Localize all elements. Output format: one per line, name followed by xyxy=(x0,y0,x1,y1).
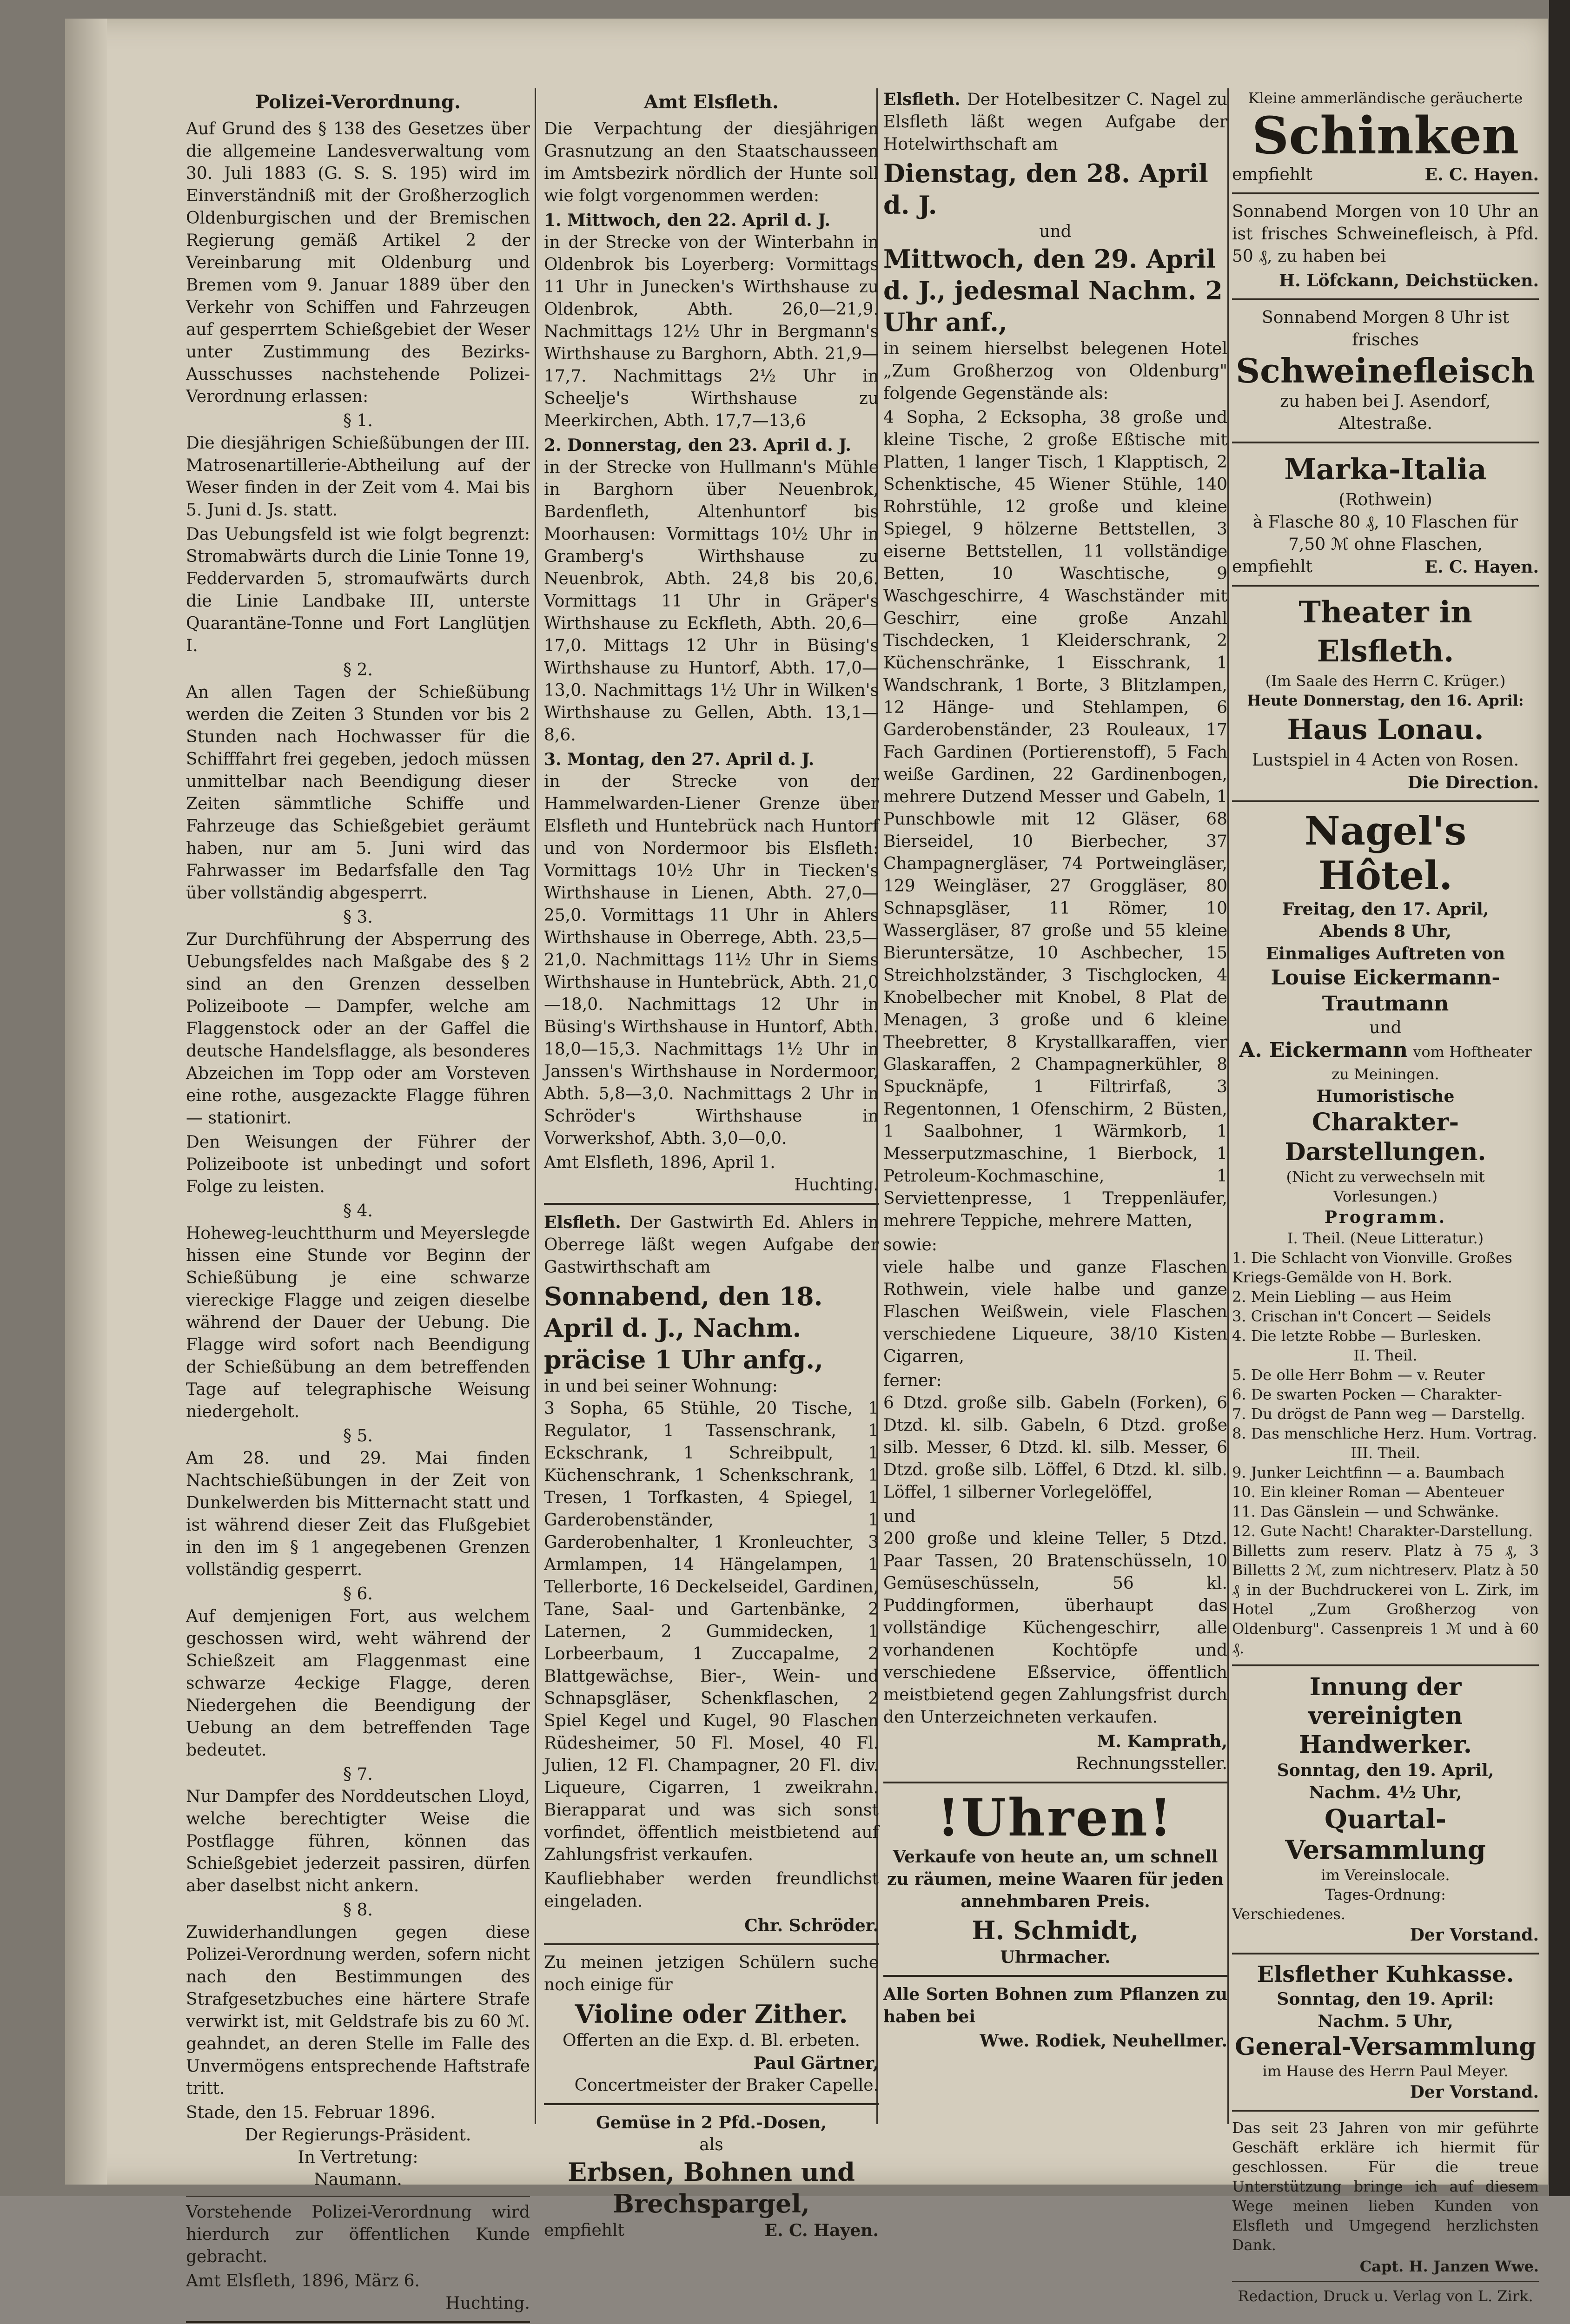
lessons-headline: Violine oder Zither. xyxy=(575,1999,848,2029)
hotel-sale-und: und xyxy=(1039,222,1072,241)
section-heading: § 7. xyxy=(343,1765,373,1784)
hotel-sale-wines: viele halbe und ganze Flaschen Rothwein, viele halbe und ganze Flaschen Weißwein, viele Flaschen verschiedene Liqueure, 38/10 Kisten Cigarren, xyxy=(883,1258,1227,1366)
ordinance-authority: Der Regierungs-Präsident. xyxy=(245,2126,471,2145)
sale-signature: Chr. Schröder. xyxy=(744,1916,879,1935)
divider xyxy=(1232,1953,1539,1954)
closing-notice: Das seit 23 Jahren von mir geführte Geschäft erkläre ich hiermit für geschlossen. Für die treue Unterstützung bringe ich auf diesem Wege meinen lieben Kunden von Elsfleth und Umgegend herzlichsten Dank. xyxy=(1232,2119,1539,2254)
wine-signature: E. C. Hayen. xyxy=(1424,557,1539,577)
hotel-date: Freitag, den 17. April, xyxy=(1282,899,1489,919)
cow-fund-time: Nachm. 5 Uhr, xyxy=(1318,2012,1453,2031)
lessons-text: Zu meinen jetzigen Schülern suche noch einige für xyxy=(544,1953,879,1994)
hotel-sale-intro: Der Hotelbesitzer C. Nagel zu Elsfleth läßt wegen Aufgabe der Hotelwirthschaft am xyxy=(883,90,1227,154)
ordinance-note: Vorstehende Polizei-Verordnung wird hierdurch zur öffentlichen Kunde gebracht. xyxy=(186,2203,530,2266)
hotel-sale-signature: M. Kamprath, xyxy=(1097,1732,1227,1751)
divider xyxy=(1232,2281,1539,2282)
ordinance-note-signature: Huchting. xyxy=(445,2294,530,2313)
ham-pre: Kleine ammerländische geräucherte xyxy=(1248,89,1523,107)
section-text: An allen Tagen der Schießübung werden die Zeiten 3 Stunden vor bis 2 Stunden nach Hochwasser für die Schifffahrt frei gegeben, jedoch müssen unmittelbar nach Beendigung dieser Zeiten sämmtliche Schiffe und Fahrzeuge das Schießgebiet geräumt haben, nur am 5. Juni wird das Fahrwasser im Bedarfsfalle den Tag über vollständig abgesperrt. xyxy=(186,683,530,903)
guild-headline: Innung der vereinigten Handwerker. xyxy=(1298,1673,1472,1759)
hotel-sale-location: in seinem hierselbst belegenen Hotel „Zum Großherzog von Oldenburg" folgende Gegenstände als: xyxy=(883,339,1227,403)
hotel-time: Abends 8 Uhr, xyxy=(1319,922,1452,941)
cow-fund-headline: Elsflether Kuhkasse. xyxy=(1257,1961,1514,1987)
ordinance-intro: Auf Grund des § 138 des Gesetzes über die allgemeine Landesverwaltung vom 30. Juli 1883 (G. S. S. 195) wird im Einverständniß mit der Großherzoglich Oldenburgischen und der Bremischen Regierung gemäß Artikel 2 der Vereinbarung mit Oldenburg und Bremen vom 9. Januar 1889 über den Verkehr von Schiffen und Fahrzeugen auf gesperrtem Schießgebiet der Weser unter Zustimmung des Bezirks-Ausschusses nachstehende Polizei-Verordnung erlassen: xyxy=(186,119,530,406)
guild-agenda: Tages-Ordnung: xyxy=(1325,1886,1446,1903)
ticket-info: Billetts zum reserv. Platz à 75 ₰, 3 Billetts 2 ℳ, zum nichtreserv. Platz à 50 ₰ in der Buchdruckerei von L. Zirk, im Hotel „Zum Großherzog von Oldenburg". Cassenpreis 1 ℳ und à 60 ₰. xyxy=(1232,1542,1539,1657)
police-ordinance-title: Polizei-Verordnung. xyxy=(255,91,461,113)
vegetables-signature: E. C. Hayen. xyxy=(764,2221,879,2240)
column-2 xyxy=(544,88,879,2240)
guild-location: im Vereinslocale. xyxy=(1321,1866,1450,1884)
page-fold-shadow xyxy=(65,19,107,2185)
theater-description: Lustspiel in 4 Acten von Rosen. xyxy=(1252,751,1519,770)
programm-item: 2. Mein Liebling — aus Heim xyxy=(1232,1288,1451,1306)
lease-date-3: 3. Montag, den 27. April d. J. xyxy=(544,750,815,769)
sale-intro: Der Gastwirth Ed. Ahlers in Oberrege läßt wegen Aufgabe der Gastwirthschaft am xyxy=(544,1213,879,1277)
hotel-sale-und2: und xyxy=(883,1507,916,1526)
amt-title: Amt Elsfleth. xyxy=(644,91,779,113)
lease-date-1: 1. Mittwoch, den 22. April d. J. xyxy=(544,211,830,230)
lease-details-3: in der Strecke von der Hammelwarden-Liener Grenze über Elsfleth und Huntebrück nach Huntorf und von Nordermoor bis Elsfleth: Vormittags 10½ Uhr in Tiecken's Wirthshause in Lienen, Abth. 27,0—25,0. Vormittags 11 Uhr in Ahlers Wirthshause in Oberrege, Abth. 23,5—21,0. Nachmittags 11½ Uhr in Siems Wirthshause in Huntebrück, Abth. 21,0—18,0. Nachmittags 12 Uhr in Büsing's Wirthshause in Huntorf, Abth. 18,0—15,3. Nachmittags 1½ Uhr in Janssen's Wirthshause in Nordermoor, Abth. 5,8—3,0. Nachmittags 2 Uhr in Schröder's Wirthshause in Vorwerkshof, Abth. 3,0—0,0. xyxy=(544,772,879,1148)
programm-part-1: I. Theil. (Neue Litteratur.) xyxy=(1287,1229,1484,1247)
programm-item: 6. De swarten Pocken — Charakter- xyxy=(1232,1386,1502,1403)
cow-fund-location: im Hause des Herrn Paul Meyer. xyxy=(1262,2062,1509,2080)
ham-headline: Schinken xyxy=(1252,106,1519,165)
ordinance-authority: In Vertretung: xyxy=(298,2148,418,2167)
divider xyxy=(186,2321,530,2323)
programm-heading: Programm. xyxy=(1324,1208,1447,1227)
divider xyxy=(1232,800,1539,802)
lease-details-2: in der Strecke von Hullmann's Mühle in Barghorn über Neuenbrok, Bardenfleth, Altenhuntorf bis Moorhausen: Vormittags 10½ Uhr in Gramberg's Wirthshause zu Neuenbrok, Abth. 24,8 bis 20,6. Vormittags 11 Uhr in Gräper's Wirthshause zu Eckfleth, Abth. 20,6—17,0. Mittags 12 Uhr in Büsing's Wirthshause zu Huntorf, Abth. 17,0—13,0. Nachmittags 1½ Uhr in Wilken's Wirthshause zu Gellen, Abth. 13,1—8,6. xyxy=(544,458,879,745)
divider xyxy=(544,1943,879,1945)
programm-item: 8. Das menschliche Herz. Hum. Vortrag. xyxy=(1232,1425,1537,1442)
sale-date: Sonnabend, den 18. April d. J., Nachm. präcise 1 Uhr anfg., xyxy=(544,1281,823,1374)
hotel-sale-date-2: Mittwoch, den 29. April d. J., jedesmal Nachm. 2 Uhr anf., xyxy=(883,244,1223,337)
hotel-event: Einmaliges Auftreten von xyxy=(1265,944,1505,964)
section-heading: § 5. xyxy=(343,1426,373,1446)
column-4 xyxy=(1232,88,1539,2305)
hotel-artist-2: A. Eickermann xyxy=(1239,1038,1408,1062)
ordinance-place-date: Stade, den 15. Februar 1896. xyxy=(186,2103,436,2122)
lease-date-2: 2. Donnerstag, den 23. April d. J. xyxy=(544,436,851,455)
lessons-role: Concertmeister der Braker Capelle. xyxy=(574,2076,879,2095)
cow-fund-date: Sonntag, den 19. April: xyxy=(1277,1989,1494,2009)
hotel-artist-2-note: vom Hoftheater zu Meiningen. xyxy=(1332,1043,1532,1083)
column-3 xyxy=(883,88,1227,2124)
programm-item: 4. Die letzte Robbe — Burlesken. xyxy=(1232,1327,1482,1345)
hotel-note: (Nicht zu verwechseln mit Vorlesungen.) xyxy=(1286,1168,1485,1205)
theater-date: Heute Donnerstag, den 16. April: xyxy=(1247,692,1524,709)
beans-text: Alle Sorten Bohnen zum Pflanzen zu haben bei xyxy=(883,1985,1227,2027)
divider xyxy=(1232,585,1539,587)
wine-price: à Flasche 80 ₰, 10 Flaschen für 7,50 ℳ ohne Flaschen, xyxy=(1252,513,1518,554)
hotel-sale-silver: 6 Dtzd. große silb. Gabeln (Forken), 6 Dtzd. kl. silb. Gabeln, 6 Dtzd. große silb. Messer, 6 Dtzd. kl. silb. Messer, 6 Dtzd. große silb. Löffel, 6 Dtzd. kl. silb. Löffel, 1 silberner Vorlegelöffel, xyxy=(883,1393,1227,1502)
section-text: Den Weisungen der Führer der Polizeiboote ist unbedingt und sofort Folge zu leisten. xyxy=(186,1133,530,1196)
section-heading: § 1. xyxy=(343,411,373,430)
section-heading: § 8. xyxy=(343,1901,373,1920)
divider xyxy=(1232,1664,1539,1666)
lease-signature: Huchting. xyxy=(794,1175,879,1195)
watches-name: H. Schmidt, xyxy=(972,1915,1139,1945)
wine-sub: (Rothwein) xyxy=(1338,490,1432,509)
guild-time: Nachm. 4½ Uhr, xyxy=(1309,1783,1462,1802)
hotel-sale-ferner: ferner: xyxy=(883,1371,942,1390)
pork-headline: Schweinefleisch xyxy=(1236,351,1535,390)
programm-item: 5. De olle Herr Bohm — v. Reuter xyxy=(1232,1366,1485,1384)
divider xyxy=(883,1975,1227,1977)
section-text: Auf demjenigen Fort, aus welchem geschossen wird, weht während der Schießzeit am Flaggenmast eine schwarze 4eckige Flagge, deren Niedergehen die Beendigung der Uebung an dem betreffenden Tage bedeutet. xyxy=(186,1607,530,1760)
theater-location: (Im Saale des Herrn C. Krüger.) xyxy=(1265,672,1506,690)
hotel-artist-1: Louise Eickermann-Trautmann xyxy=(1271,966,1500,1016)
divider xyxy=(1232,442,1539,443)
watches-text: Verkaufe von heute an, um schnell zu räumen, meine Waaren für jeden annehmbaren Preis. xyxy=(887,1847,1224,1911)
hotel-sale-items: 4 Sopha, 2 Ecksopha, 38 große und kleine Tische, 2 große Eßtische mit Platten, 1 langer Tisch, 1 Klapptisch, 2 Schenktische, 45 Wiener Stühle, 140 Rohrstühle, 12 große und kleine Spiegel, 9 hölzerne Bettstellen, 3 eiserne Bettstellen, 11 vollständige Betten, 10 Waschtische, 9 Waschgeschirre, 4 Waschständer mit Geschirr, eine große Anzahl Tischdecken, 1 Kleiderschrank, 2 Küchenschränke, 1 Eisschrank, 1 Wandschrank, 1 Borte, 3 Blitzlampen, 12 Hänge- und Stehlampen, 6 Garderobenständer, 23 Rouleaux, 17 Fach Gardinen (Portierenstoff), 5 Fach weiße Gardinen, 22 Gardinenbogen, mehrere Dutzend Messer und Gabeln, 1 Punschbowle mit 12 Gläser, 68 Bierseidel, 10 Bierbecher, 37 Champagnergläser, 74 Portweingläser, 129 Weingläser, 27 Groggläser, 80 Schnapsgläser, 11 Römer, 10 Wassergläser, 87 große und 55 kleine Bieruntersätze, 10 Aschbecher, 15 Streichholzständer, 3 Tischglocken, 4 Knobelbecher mit Knobel, 8 Plat de Menagen, 3 große und 6 kleine Theebretter, 8 Krystallkaraffen, vier Glaskaraffen, 2 Champagnerkühler, 8 Spucknäpfe, 1 Filtrirfaß, 3 Regentonnen, 1 Ofenschirm, 2 Büsten, 1 Saalbohner, 1 Wärmkorb, 1 Messerputzmaschine, 1 Bierbock, 1 Petroleum-Kochmaschine, 1 Serviettenpresse, 1 Treppenläufer, mehrere Teppiche, mehrere Matten, xyxy=(883,408,1227,1230)
column-rule xyxy=(535,88,536,2124)
section-text: Zur Durchführung der Absperrung des Uebungsfeldes nach Maßgabe des § 2 sind an den Grenzen desselben Polizeiboote — Dampfer, welche am Flaggenstock oder an der Gaffel die deutsche Handelsflagge, als besonderes Abzeichen im Topp oder am Vorsteven eine rothe, ausgezackte Flagge führen — stationirt. xyxy=(186,930,530,1128)
programm-item: 1. Die Schlacht von Vionville. Großes Kriegs-Gemälde von H. Bork. xyxy=(1232,1249,1512,1286)
hotel-sale-signature-role: Rechnungssteller. xyxy=(1075,1754,1227,1773)
beans-signature: Wwe. Rodiek, Neuhellmer. xyxy=(980,2031,1227,2051)
theater-direction: Die Direction. xyxy=(1407,773,1539,792)
hotel-humor: Humoristische xyxy=(1316,1087,1455,1106)
hotel-headline: Nagel's Hôtel. xyxy=(1304,808,1467,898)
cow-fund-event: General-Versammlung xyxy=(1235,2033,1536,2061)
watches-role: Uhrmacher. xyxy=(1000,1948,1111,1967)
programm-item: 9. Junker Leichtfinn — a. Baumbach xyxy=(1232,1464,1505,1481)
hotel-sale-heading: Elsfleth. xyxy=(883,90,961,109)
watches-headline: !Uhren! xyxy=(937,1788,1174,1848)
programm-list xyxy=(1232,1248,1539,1541)
lessons-offer: Offerten an die Exp. d. Bl. erbeten. xyxy=(563,2031,860,2050)
ordinance-signature: Naumann. xyxy=(314,2170,402,2189)
section-heading: § 2. xyxy=(343,660,373,680)
pork-text: Sonnabend Morgen 8 Uhr ist frisches xyxy=(1262,308,1509,350)
programm-item: 7. Du drögst de Pann weg — Darstellg. xyxy=(1232,1405,1525,1423)
lessons-name: Paul Gärtner, xyxy=(753,2053,879,2073)
hotel-characters: Charakter-Darstellungen. xyxy=(1285,1108,1486,1166)
guild-date: Sonntag, den 19. April, xyxy=(1277,1761,1494,1780)
next-page-edge xyxy=(1549,0,1570,2196)
guild-signature: Der Vorstand. xyxy=(1410,1925,1539,1945)
fresh-meat-signature: H. Löfckann, Deichstücken. xyxy=(1279,271,1539,290)
pork-location: zu haben bei J. Asendorf, Altestraße. xyxy=(1280,392,1491,433)
divider xyxy=(186,2196,530,2197)
sale-location: in und bei seiner Wohnung: xyxy=(544,1377,778,1396)
divider xyxy=(544,1203,879,1205)
vegetables-headline: Erbsen, Bohnen und Brechspargel, xyxy=(568,2157,855,2218)
section-heading: § 4. xyxy=(343,1202,373,1221)
section-text: Das Uebungsfeld ist wie folgt begrenzt: Stromabwärts durch die Linie Tonne 19, Feddervarden 5, stromaufwärts durch die Linie Landbake III, unterste Quarantäne-Tonne und Fort Langlütjen I. xyxy=(186,525,530,655)
section-text: Am 28. und 29. Mai finden Nachtschießübungen in der Zeit von Dunkelwerden bis Mitternacht statt und ist während dieser Zeit das Flußgebiet in den im § 1 angegebenen Grenzen vollständig gesperrt. xyxy=(186,1449,530,1579)
section-heading: § 6. xyxy=(343,1585,373,1604)
section-text: Hoheweg-leuchtthurm und Meyerslegde hissen eine Stunde vor Beginn der Schießübung je eine schwarze viereckige Flagge und zeigen dieselbe während der Dauer der Uebung. Die Flagge wird sofort nach Beendigung der Schießübung an dem betreffenden Tage auf telegraphische Weisung niedergeholt. xyxy=(186,1224,530,1421)
lease-intro: Die Verpachtung der diesjährigen Grasnutzung an den Staatschausseen im Amtsbezirk nördlich der Hunte soll wie folgt vorgenommen werden: xyxy=(544,119,879,205)
divider xyxy=(1232,2110,1539,2112)
fresh-meat-text: Sonnabend Morgen von 10 Uhr an ist frisches Schweinefleisch, à Pfd. 50 ₰, zu haben bei xyxy=(1232,202,1539,266)
column-1 xyxy=(186,88,530,2313)
divider xyxy=(1232,192,1539,194)
programm-item: 3. Crischan in't Concert — Seidels xyxy=(1232,1307,1491,1325)
theater-headline: Theater in Elsfleth. xyxy=(1298,595,1472,669)
section-heading: § 3. xyxy=(343,908,373,927)
vegetables-empf: empfiehlt xyxy=(544,2221,624,2240)
divider xyxy=(883,1782,1227,1783)
vegetables-text: Gemüse in 2 Pfd.-Dosen, xyxy=(596,2113,827,2133)
wine-empf: empfiehlt xyxy=(1232,557,1312,576)
imprint: Redaction, Druck u. Verlag von L. Zirk. xyxy=(1238,2287,1533,2305)
section-text: Die diesjährigen Schießübungen der III. Matrosenartillerie-Abtheilung auf der Weser finden in der Zeit vom 4. Mai bis 5. Juni d. Js. statt. xyxy=(186,434,530,520)
ham-empf: empfiehlt xyxy=(1232,165,1312,184)
sale-heading: Elsfleth. xyxy=(544,1213,621,1232)
column-rule xyxy=(1227,88,1229,2124)
vegetables-als: als xyxy=(699,2135,723,2154)
hotel-und: und xyxy=(1369,1018,1402,1037)
sale-invite: Kaufliebhaber werden freundlichst eingeladen. xyxy=(544,1869,879,1911)
lease-details-1: in der Strecke von der Winterbahn in Oldenbrok bis Loyerberg: Vormittags 11 Uhr in Junecken's Wirthshause zu Oldenbrok, Abth. 26,0—21,9. Nachmittags 12½ Uhr in Bergmann's Wirthshause zu Barghorn, Abth. 21,9—17,7. Nachmittags 2½ Uhr in Scheelje's Wirthshause zu Meerkirchen, Abth. 17,7—13,6 xyxy=(544,233,879,430)
hotel-sale-kitchen: 200 große und kleine Teller, 5 Dtzd. Paar Tassen, 20 Bratenschüsseln, 10 Gemüseschüsseln, 56 kl. Puddingformen, überhaupt das vollständige Küchengeschirr, alle vorhandenen Kochtöpfe und verschiedene Eßservice, öffentlich meistbietend gegen Zahlungsfrist durch den Unterzeichneten verkaufen. xyxy=(883,1529,1227,1727)
lease-place-date: Amt Elsfleth, 1896, April 1. xyxy=(544,1153,775,1172)
closing-signature: Capt. H. Janzen Wwe. xyxy=(1359,2258,1539,2275)
ordinance-note-place: Amt Elsfleth, 1896, März 6. xyxy=(186,2271,420,2291)
hotel-sale-date-1: Dienstag, den 28. April d. J. xyxy=(883,158,1208,220)
sale-items: 3 Sopha, 65 Stühle, 20 Tische, 1 Regulator, 1 Tassenschrank, 1 Eckschrank, 1 Schreibpult, 1 Küchenschrank, 1 Schenkschrank, 1 Tresen, 1 Torfkasten, 4 Spiegel, 1 Garderobenständer, 1 Garderobenhalter, 1 Kronleuchter, 3 Armlampen, 14 Hängelampen, 1 Tellerborte, 16 Deckelseidel, Gardinen, Tane, Saal- und Gartenbänke, 2 Laternen, 2 Gummidecken, 1 Lorbeerbaum, 1 Zuccapalme, 2 Blattgewächse, Bier-, Wein- und Schnapsgläser, Schenkflaschen, 2 Spiel Kegel und Kugel, 90 Flaschen Rüdesheimer, 50 Fl. Mosel, 40 Fl. Julien, 12 Fl. Champagner, 20 Fl. div. Liqueure, Cigarren, 1 zweikrahn. Bierapparat und was sich sonst vorfindet, öffentlich meistbietend auf Zahlungsfrist verkaufen. xyxy=(544,1399,879,1864)
divider xyxy=(544,2103,879,2105)
programm-item: 11. Das Gänslein — und Schwänke. xyxy=(1232,1503,1499,1520)
wine-headline: Marka-Italia xyxy=(1284,452,1487,486)
cow-fund-signature: Der Vorstand. xyxy=(1410,2082,1539,2102)
programm-item: III. Theil. xyxy=(1351,1444,1420,1462)
ham-signature: E. C. Hayen. xyxy=(1424,165,1539,185)
section-text: Nur Dampfer des Norddeutschen Lloyd, welche berechtigter Weise die Postflagge führen, können das Schießgebiet jederzeit passiren, dürfen aber daselbst nicht ankern. xyxy=(186,1787,530,1895)
guild-event: Quartal-Versammlung xyxy=(1285,1804,1486,1865)
programm-item: 10. Ein kleiner Roman — Abenteuer xyxy=(1232,1483,1504,1501)
programm-item: II. Theil. xyxy=(1353,1347,1418,1364)
hotel-sale-sowie: sowie: xyxy=(883,1235,937,1254)
theater-play: Haus Lonau. xyxy=(1287,713,1484,746)
divider xyxy=(1232,298,1539,300)
section-text: Zuwiderhandlungen gegen diese Polizei-Verordnung werden, sofern nicht nach den Bestimmungen des Strafgesetzbuches eine härtere Strafe verwirkt ist, mit Geldstrafe bis zu 60 ℳ. geahndet, an deren Stelle im Falle des Unvermögens entsprechende Haftstrafe tritt. xyxy=(186,1923,530,2098)
programm-item: 12. Gute Nacht! Charakter-Darstellung. xyxy=(1232,1522,1533,1540)
guild-agenda-item: Verschiedenes. xyxy=(1232,1905,1346,1923)
